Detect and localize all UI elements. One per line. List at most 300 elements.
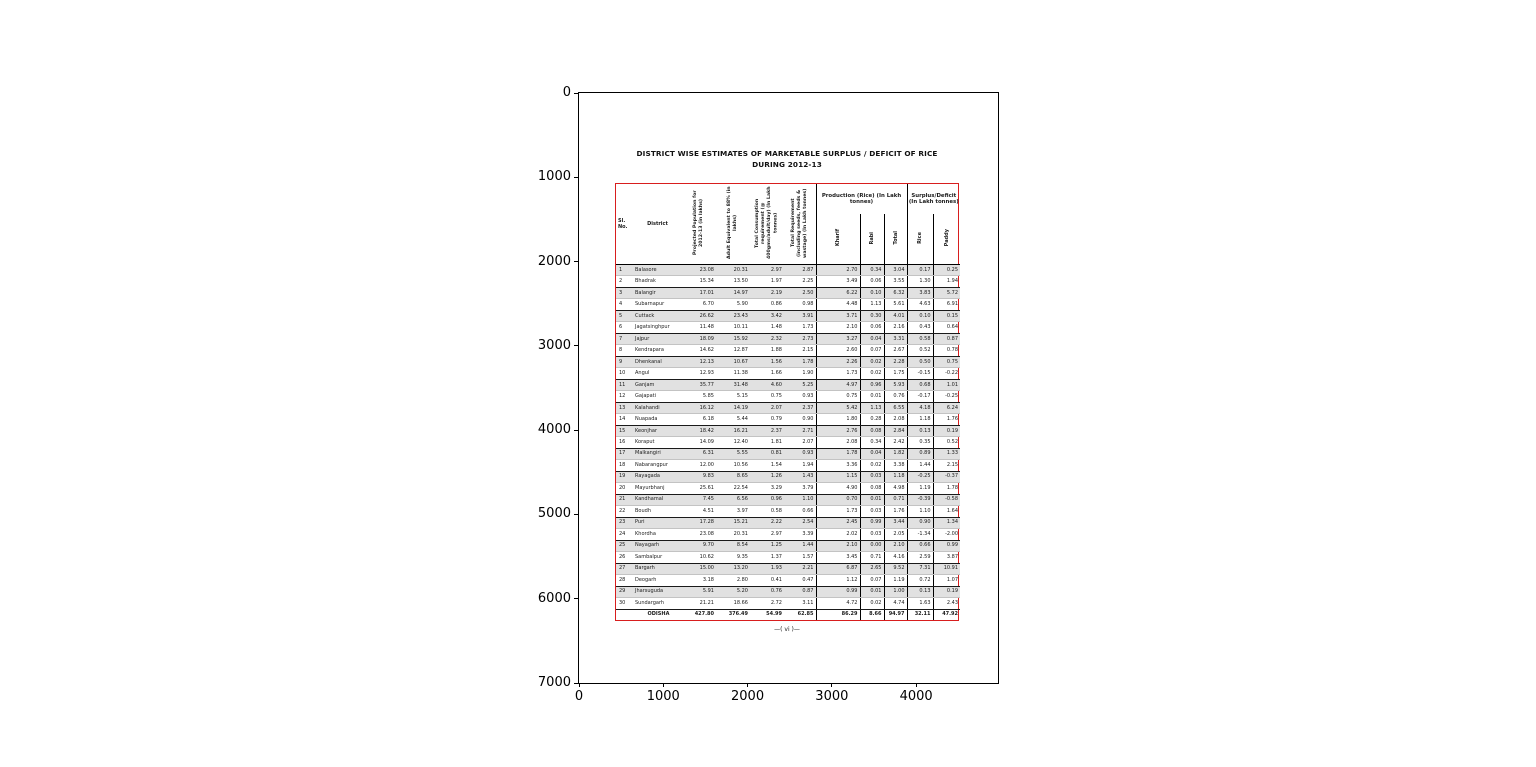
value-cell: 0.98 (784, 299, 816, 310)
col-header-consumption: Total Consumption requirement (@ 400gms/adult/day) (In Lakh tonnes) (750, 184, 784, 265)
value-cell: 0.93 (784, 448, 816, 459)
value-cell: 12.87 (716, 345, 750, 356)
table-row (616, 333, 960, 344)
value-cell: 2.28 (884, 356, 907, 367)
value-cell: 2.26 (816, 356, 860, 367)
value-cell: -0.17 (907, 391, 933, 402)
value-cell: 12.00 (682, 460, 716, 471)
value-cell: 2.87 (784, 265, 816, 276)
value-cell: 6.55 (884, 402, 907, 413)
value-cell: 10.11 (716, 322, 750, 333)
value-cell: 0.52 (933, 437, 960, 448)
value-cell: 15.34 (682, 276, 716, 287)
value-cell: 0.70 (816, 494, 860, 505)
y-tick-mark (574, 93, 578, 94)
value-cell: 0.66 (907, 540, 933, 551)
value-cell: 0.76 (884, 391, 907, 402)
district-cell: Bhadrak (633, 276, 682, 287)
sl-cell: 1 (616, 265, 633, 276)
rice-table-frame (615, 183, 959, 621)
x-tick-label: 0 (574, 689, 584, 704)
district-cell: Koraput (633, 437, 682, 448)
value-cell: 23.43 (716, 310, 750, 321)
table-row (616, 598, 960, 609)
value-cell: 0.75 (816, 391, 860, 402)
table-row (616, 552, 960, 563)
value-cell: 3.27 (816, 333, 860, 344)
x-tick-label: 3000 (815, 689, 849, 704)
value-cell: 5.85 (682, 391, 716, 402)
col-header-rabi: Rabi (860, 214, 884, 265)
value-cell: 0.02 (860, 368, 884, 379)
table-row (616, 287, 960, 298)
value-cell: 0.03 (860, 529, 884, 540)
value-cell: 4.01 (884, 310, 907, 321)
value-cell: 3.11 (784, 598, 816, 609)
value-cell: 2.08 (816, 437, 860, 448)
value-cell: 16.12 (682, 402, 716, 413)
sl-cell: 13 (616, 402, 633, 413)
value-cell: 4.16 (884, 552, 907, 563)
value-cell: 1.44 (784, 540, 816, 551)
table-row (616, 494, 960, 505)
sl-cell: 6 (616, 322, 633, 333)
table-row (616, 448, 960, 459)
district-cell: Angul (633, 368, 682, 379)
table-row (616, 414, 960, 425)
value-cell: 376.49 (716, 609, 750, 620)
value-cell: 6.24 (933, 402, 960, 413)
table-body (616, 265, 960, 621)
x-tick-label: 2000 (731, 689, 765, 704)
value-cell: 0.02 (860, 356, 884, 367)
value-cell: 0.43 (907, 322, 933, 333)
district-cell: Nuapada (633, 414, 682, 425)
value-cell: 0.86 (750, 299, 784, 310)
value-cell: 3.87 (933, 552, 960, 563)
total-row (616, 609, 960, 620)
value-cell: 1.94 (784, 460, 816, 471)
value-cell: 5.93 (884, 379, 907, 390)
value-cell: 0.34 (860, 437, 884, 448)
col-header-adult-equivalent: Adult Equivalent to 88% (in lakhs) (716, 184, 750, 265)
value-cell: 2.32 (750, 333, 784, 344)
value-cell: 0.10 (907, 310, 933, 321)
value-cell: 1.78 (784, 356, 816, 367)
value-cell: 3.04 (884, 265, 907, 276)
sl-cell: 8 (616, 345, 633, 356)
value-cell: 2.10 (816, 540, 860, 551)
value-cell: 14.09 (682, 437, 716, 448)
value-cell: 9.35 (716, 552, 750, 563)
value-cell: 2.84 (884, 425, 907, 436)
value-cell: 0.66 (784, 506, 816, 517)
value-cell: 2.19 (750, 287, 784, 298)
value-cell: 5.25 (784, 379, 816, 390)
value-cell: 4.98 (884, 483, 907, 494)
y-tick-mark (574, 683, 578, 684)
value-cell: 0.25 (933, 265, 960, 276)
table-row (616, 563, 960, 574)
value-cell: 3.18 (682, 575, 716, 586)
sl-cell: 24 (616, 529, 633, 540)
col-header-total: Total (884, 214, 907, 265)
table-row (616, 276, 960, 287)
value-cell: 13.50 (716, 276, 750, 287)
value-cell: 3.29 (750, 483, 784, 494)
value-cell: 1.15 (816, 471, 860, 482)
district-cell: Ganjam (633, 379, 682, 390)
value-cell: 10.56 (716, 460, 750, 471)
value-cell: 0.96 (750, 494, 784, 505)
value-cell: 21.21 (682, 598, 716, 609)
value-cell: 1.93 (750, 563, 784, 574)
value-cell: 8.65 (716, 471, 750, 482)
value-cell: 2.37 (750, 425, 784, 436)
y-tick-label: 2000 (537, 253, 571, 269)
table-row (616, 575, 960, 586)
value-cell: 2.10 (884, 540, 907, 551)
value-cell: 4.51 (682, 506, 716, 517)
value-cell: 0.71 (860, 552, 884, 563)
value-cell: 0.34 (860, 265, 884, 276)
value-cell: 14.19 (716, 402, 750, 413)
value-cell: 0.01 (860, 586, 884, 597)
district-cell: Kendrapara (633, 345, 682, 356)
table-row (616, 483, 960, 494)
district-cell: Sundargarh (633, 598, 682, 609)
value-cell: 0.75 (933, 356, 960, 367)
table-row (616, 425, 960, 436)
value-cell: 1.66 (750, 368, 784, 379)
value-cell: 1.76 (884, 506, 907, 517)
value-cell: 9.52 (884, 563, 907, 574)
value-cell: 3.83 (907, 287, 933, 298)
col-group-surplus-deficit: Surplus/Deficit (In Lakh tonnes) (907, 184, 960, 214)
x-tick-mark (579, 683, 580, 687)
sl-cell: 20 (616, 483, 633, 494)
value-cell: 2.42 (884, 437, 907, 448)
value-cell: 1.90 (784, 368, 816, 379)
value-cell: 16.21 (716, 425, 750, 436)
y-tick-label: 3000 (537, 337, 571, 353)
district-cell: Kandhamal (633, 494, 682, 505)
value-cell: 3.97 (716, 506, 750, 517)
value-cell: 2.02 (816, 529, 860, 540)
value-cell: 1.43 (784, 471, 816, 482)
value-cell: 47.92 (933, 609, 960, 620)
value-cell: 2.07 (784, 437, 816, 448)
value-cell: 1.25 (750, 540, 784, 551)
value-cell: 1.07 (933, 575, 960, 586)
value-cell: 18.42 (682, 425, 716, 436)
district-cell: Jagatsinghpur (633, 322, 682, 333)
document-title-line1: DISTRICT WISE ESTIMATES OF MARKETABLE SURPLUS / DEFICIT OF RICE (636, 149, 938, 158)
value-cell: 1.80 (816, 414, 860, 425)
value-cell: 2.22 (750, 517, 784, 528)
table-row (616, 368, 960, 379)
value-cell: 0.99 (860, 517, 884, 528)
col-header-sl-no: Sl. No. (616, 184, 633, 265)
value-cell: 9.83 (682, 471, 716, 482)
value-cell: 1.18 (907, 414, 933, 425)
value-cell: 1.56 (750, 356, 784, 367)
value-cell: 1.13 (860, 299, 884, 310)
value-cell: 23.08 (682, 529, 716, 540)
value-cell: 2.16 (884, 322, 907, 333)
value-cell: 1.78 (816, 448, 860, 459)
x-tick-label: 4000 (899, 689, 933, 704)
value-cell: 0.17 (907, 265, 933, 276)
value-cell: 2.43 (933, 598, 960, 609)
value-cell: -0.39 (907, 494, 933, 505)
value-cell: 5.44 (716, 414, 750, 425)
value-cell: 0.01 (860, 391, 884, 402)
value-cell: 17.28 (682, 517, 716, 528)
sl-cell: 2 (616, 276, 633, 287)
value-cell: 15.21 (716, 517, 750, 528)
col-header-district: District (633, 184, 682, 265)
value-cell: 10.91 (933, 563, 960, 574)
value-cell: 0.50 (907, 356, 933, 367)
district-cell: Rayagada (633, 471, 682, 482)
col-group-production: Production (Rice) (In Lakh tonnes) (816, 184, 907, 214)
value-cell: 1.37 (750, 552, 784, 563)
value-cell: 4.90 (816, 483, 860, 494)
value-cell: 0.07 (860, 345, 884, 356)
value-cell: 2.54 (784, 517, 816, 528)
y-tick-mark (574, 430, 578, 431)
x-tick-mark (747, 683, 748, 687)
value-cell: 1.12 (816, 575, 860, 586)
value-cell: 0.58 (750, 506, 784, 517)
value-cell: 0.90 (784, 414, 816, 425)
value-cell: 2.97 (750, 529, 784, 540)
value-cell: 12.93 (682, 368, 716, 379)
district-cell: Nayagarh (633, 540, 682, 551)
sl-cell: 29 (616, 586, 633, 597)
value-cell: 4.18 (907, 402, 933, 413)
district-cell: Jajpur (633, 333, 682, 344)
document-title-line2: DURING 2012-13 (752, 159, 822, 169)
value-cell: -0.25 (907, 471, 933, 482)
district-cell: Cuttack (633, 310, 682, 321)
value-cell: 2.60 (816, 345, 860, 356)
value-cell: 1.00 (884, 586, 907, 597)
value-cell: 0.19 (933, 425, 960, 436)
value-cell: -0.22 (933, 368, 960, 379)
value-cell: 5.72 (933, 287, 960, 298)
value-cell: 2.80 (716, 575, 750, 586)
value-cell: 6.70 (682, 299, 716, 310)
sl-cell: 16 (616, 437, 633, 448)
table-row (616, 540, 960, 551)
y-tick-mark (574, 261, 578, 262)
value-cell: 6.56 (716, 494, 750, 505)
value-cell: 0.35 (907, 437, 933, 448)
value-cell: 0.87 (933, 333, 960, 344)
value-cell: 9.70 (682, 540, 716, 551)
value-cell: 13.20 (716, 563, 750, 574)
plot-axes (537, 85, 999, 704)
district-cell: Puri (633, 517, 682, 528)
sl-cell: 28 (616, 575, 633, 586)
rice-table (616, 184, 960, 620)
value-cell: 1.44 (907, 460, 933, 471)
value-cell: 6.18 (682, 414, 716, 425)
value-cell: 0.28 (860, 414, 884, 425)
value-cell: 4.63 (907, 299, 933, 310)
value-cell: 0.08 (860, 483, 884, 494)
value-cell: 15.92 (716, 333, 750, 344)
value-cell: 11.38 (716, 368, 750, 379)
sl-cell: 26 (616, 552, 633, 563)
value-cell: 20.31 (716, 529, 750, 540)
value-cell: 1.88 (750, 345, 784, 356)
value-cell: 4.48 (816, 299, 860, 310)
value-cell: 1.94 (933, 276, 960, 287)
y-tick-mark (574, 598, 578, 599)
value-cell: 1.81 (750, 437, 784, 448)
value-cell: 3.55 (884, 276, 907, 287)
table-row (616, 517, 960, 528)
district-cell: Mayurbhanj (633, 483, 682, 494)
value-cell: 26.62 (682, 310, 716, 321)
value-cell: 1.82 (884, 448, 907, 459)
value-cell: 0.64 (933, 322, 960, 333)
value-cell: 0.00 (860, 540, 884, 551)
value-cell: 0.02 (860, 460, 884, 471)
value-cell: 25.61 (682, 483, 716, 494)
value-cell: 0.01 (860, 494, 884, 505)
value-cell: 3.49 (816, 276, 860, 287)
table-row (616, 460, 960, 471)
value-cell: 3.44 (884, 517, 907, 528)
value-cell: 17.01 (682, 287, 716, 298)
value-cell: 5.15 (716, 391, 750, 402)
district-cell: ODISHA (633, 609, 682, 620)
value-cell: 6.91 (933, 299, 960, 310)
value-cell: 2.72 (750, 598, 784, 609)
district-cell: Sambalpur (633, 552, 682, 563)
value-cell: 3.31 (884, 333, 907, 344)
value-cell: 0.08 (860, 425, 884, 436)
document-title (615, 149, 959, 171)
table-row (616, 586, 960, 597)
sl-cell: 15 (616, 425, 633, 436)
district-cell: Dhenkanal (633, 356, 682, 367)
value-cell: 2.65 (860, 563, 884, 574)
value-cell: 1.73 (816, 506, 860, 517)
value-cell: 1.13 (860, 402, 884, 413)
value-cell: 0.71 (884, 494, 907, 505)
value-cell: -0.58 (933, 494, 960, 505)
value-cell: 23.08 (682, 265, 716, 276)
value-cell: 4.72 (816, 598, 860, 609)
value-cell: 1.34 (933, 517, 960, 528)
value-cell: 4.97 (816, 379, 860, 390)
district-cell: Boudh (633, 506, 682, 517)
table-row (616, 402, 960, 413)
district-cell: Bargarh (633, 563, 682, 574)
y-tick-label: 6000 (537, 590, 571, 606)
table-row (616, 437, 960, 448)
col-header-population: Projected Population for 2012-13 (in lakhs) (682, 184, 716, 265)
y-tick-mark (574, 177, 578, 178)
value-cell: 3.42 (750, 310, 784, 321)
value-cell: 0.30 (860, 310, 884, 321)
value-cell: 3.36 (816, 460, 860, 471)
value-cell: 0.72 (907, 575, 933, 586)
value-cell: 5.42 (816, 402, 860, 413)
col-header-kharif: Kharif (816, 214, 860, 265)
value-cell: 2.71 (784, 425, 816, 436)
value-cell: -0.25 (933, 391, 960, 402)
value-cell: 0.90 (907, 517, 933, 528)
table-row (616, 506, 960, 517)
value-cell: 2.70 (816, 265, 860, 276)
value-cell: 1.73 (816, 368, 860, 379)
value-cell: -0.37 (933, 471, 960, 482)
y-tick-label: 1000 (537, 169, 571, 185)
value-cell: 2.15 (933, 460, 960, 471)
value-cell: 0.03 (860, 471, 884, 482)
value-cell: 5.61 (884, 299, 907, 310)
value-cell: 1.48 (750, 322, 784, 333)
value-cell: 6.31 (682, 448, 716, 459)
value-cell: 12.40 (716, 437, 750, 448)
value-cell: 0.15 (933, 310, 960, 321)
value-cell: 54.99 (750, 609, 784, 620)
table-row (616, 310, 960, 321)
district-cell: Jharsuguda (633, 586, 682, 597)
value-cell: 0.47 (784, 575, 816, 586)
value-cell: 0.04 (860, 448, 884, 459)
value-cell: -0.15 (907, 368, 933, 379)
value-cell: 0.68 (907, 379, 933, 390)
district-cell: Malkangiri (633, 448, 682, 459)
value-cell: -1.34 (907, 529, 933, 540)
value-cell: 14.97 (716, 287, 750, 298)
value-cell: 2.08 (884, 414, 907, 425)
table-row (616, 356, 960, 367)
value-cell: 3.71 (816, 310, 860, 321)
table-row (616, 322, 960, 333)
district-cell: Khordha (633, 529, 682, 540)
value-cell: 0.93 (784, 391, 816, 402)
value-cell: 2.25 (784, 276, 816, 287)
value-cell: 3.38 (884, 460, 907, 471)
value-cell: 1.54 (750, 460, 784, 471)
table-row (616, 345, 960, 356)
value-cell: 3.79 (784, 483, 816, 494)
value-cell: 0.06 (860, 276, 884, 287)
value-cell: 12.13 (682, 356, 716, 367)
sl-cell: 21 (616, 494, 633, 505)
value-cell: 3.91 (784, 310, 816, 321)
value-cell: 1.01 (933, 379, 960, 390)
y-tick-label: 4000 (537, 422, 571, 438)
sl-cell: 11 (616, 379, 633, 390)
value-cell: 1.10 (784, 494, 816, 505)
value-cell: 18.66 (716, 598, 750, 609)
value-cell: 4.74 (884, 598, 907, 609)
value-cell: -2.00 (933, 529, 960, 540)
value-cell: 1.73 (784, 322, 816, 333)
value-cell: 10.67 (716, 356, 750, 367)
value-cell: 0.13 (907, 425, 933, 436)
y-tick-mark (574, 345, 578, 346)
